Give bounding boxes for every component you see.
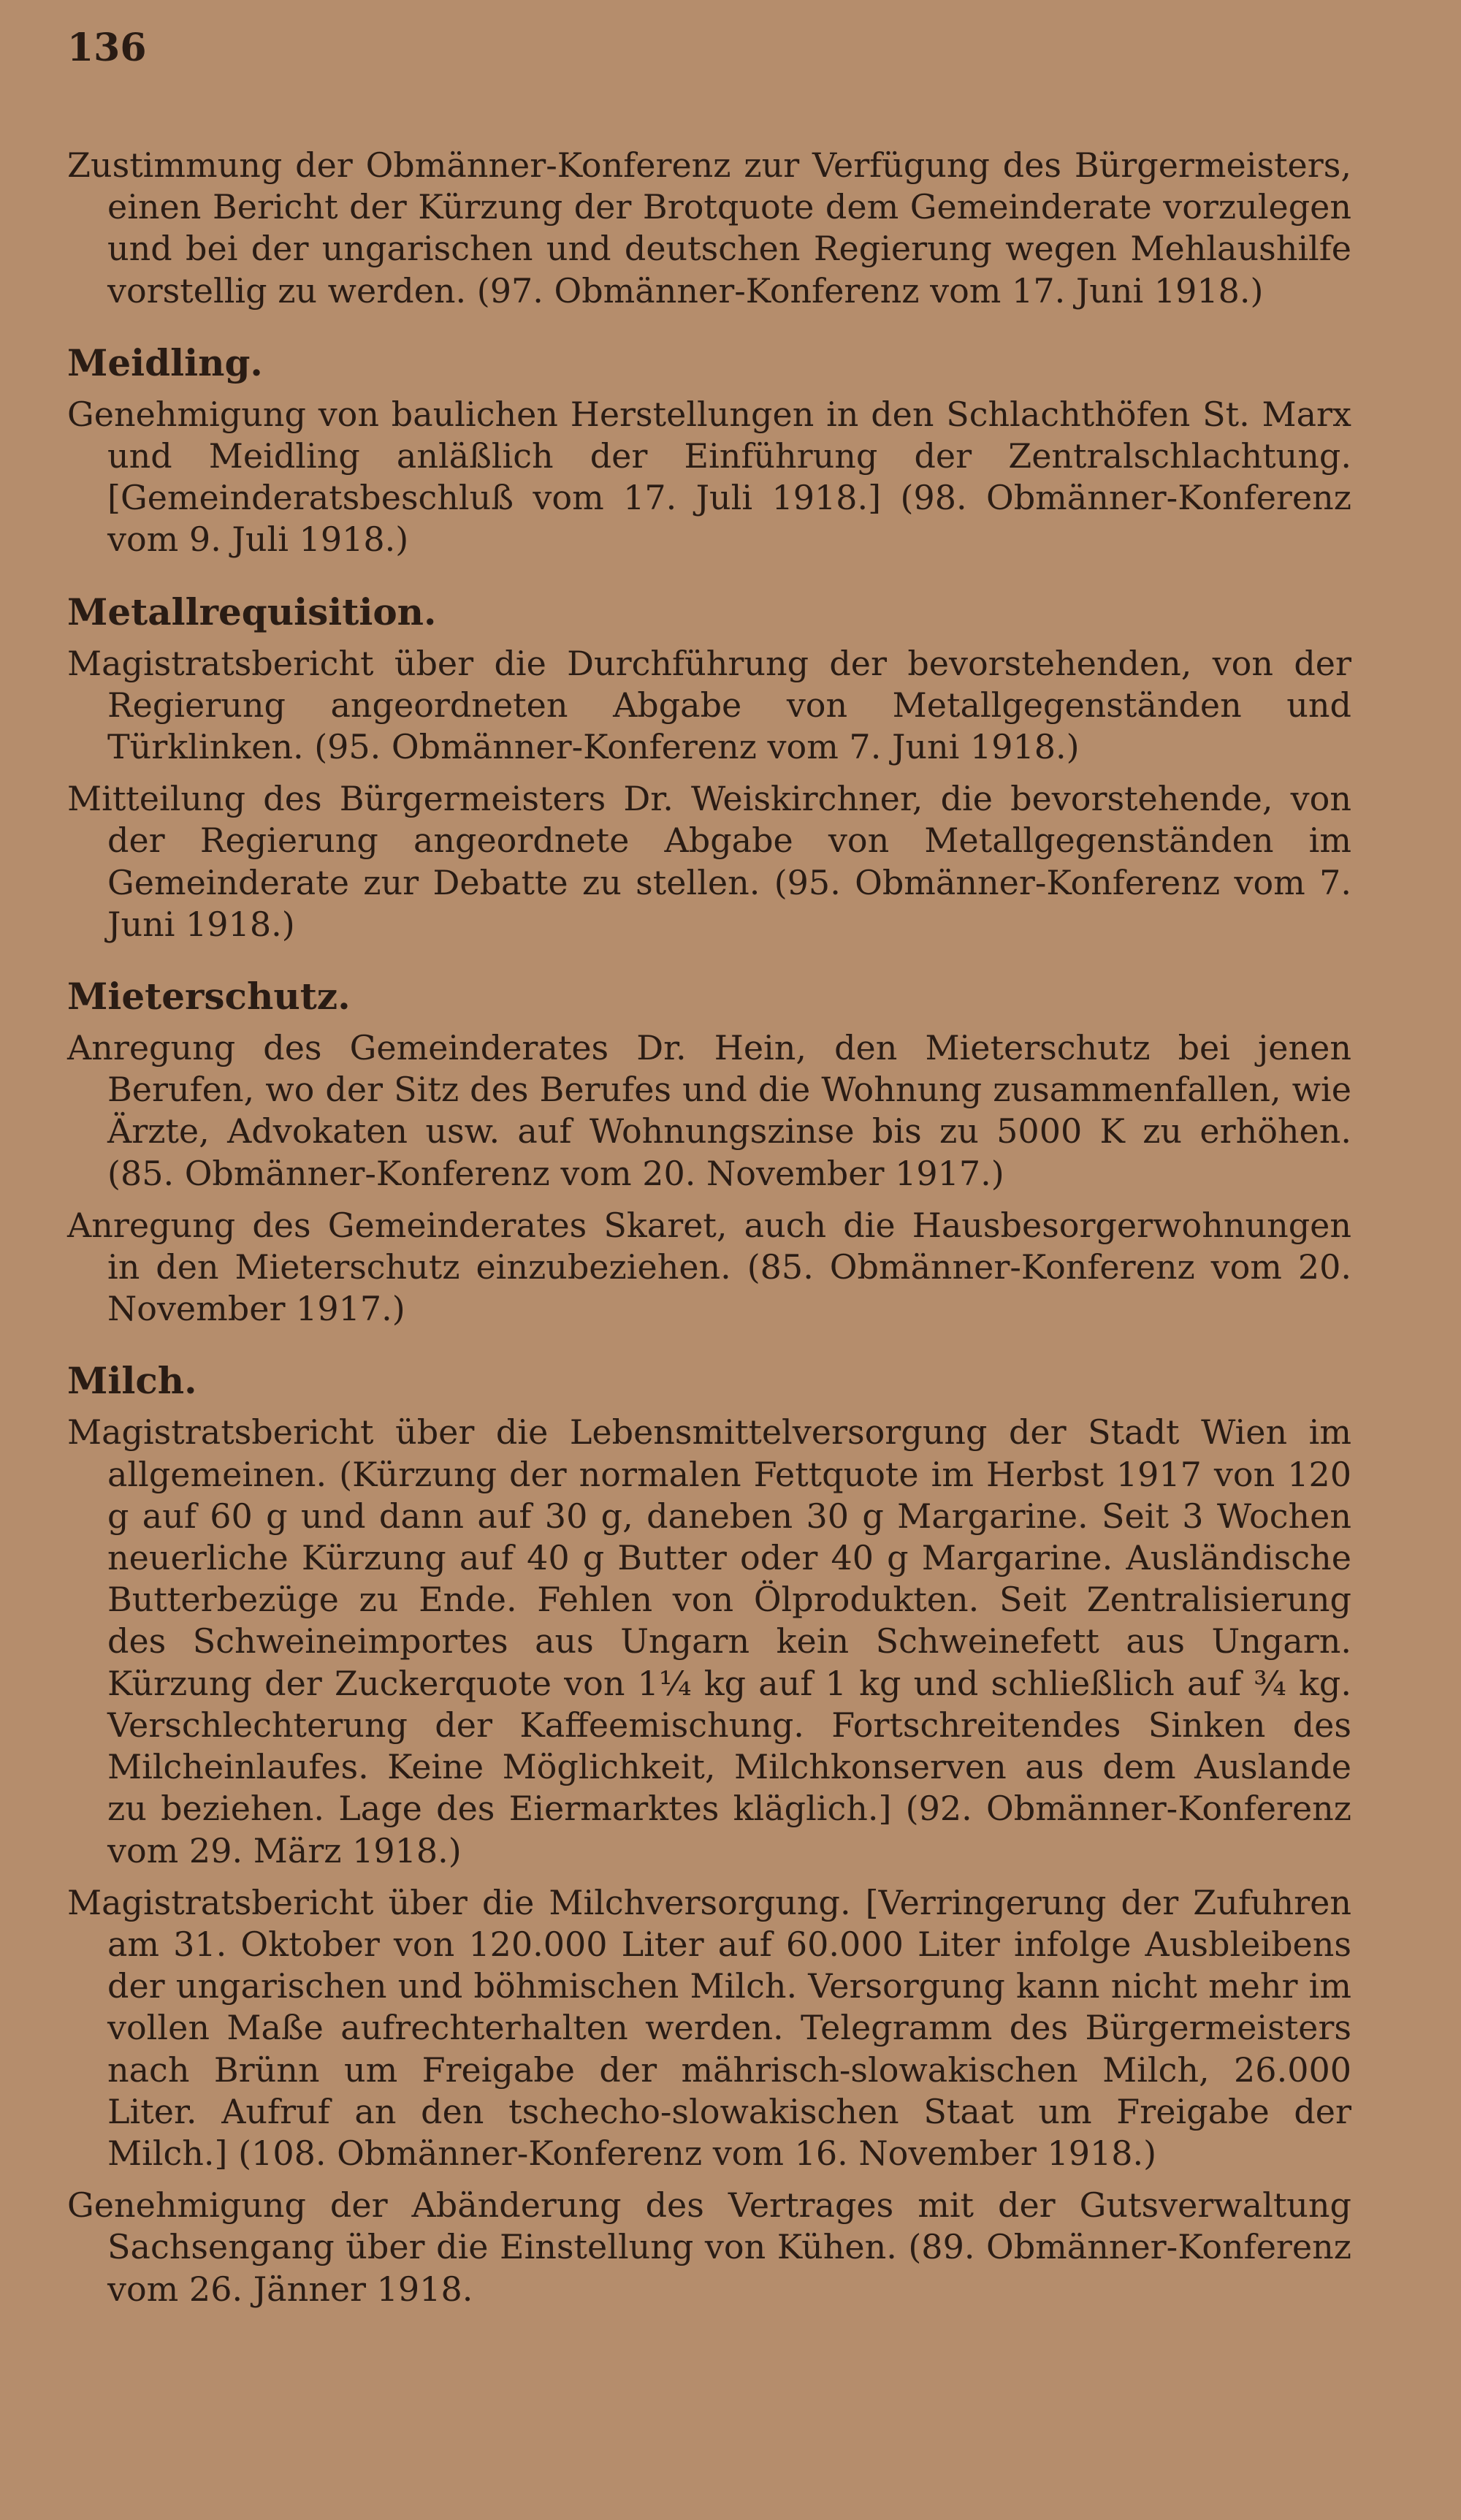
section-heading: Mieterschutz.: [67, 975, 351, 1019]
entry-paragraph: Magistratsbericht über die Milchversorgung. [Verringerung der Zufuhren am 31. Oktober von 120.000 Liter auf 60.000 Liter infolge Ausbleibens der ungarischen und böhmischen Milch. Versorgung kann nicht mehr im vollen Maße aufrechterhalten werden. Telegramm des Bürgermeisters nach Brünn um Freigabe der mährisch-slowakischen Milch, 26.000 Liter. Aufruf an den tschecho-slowakischen Staat um Freigabe der Milch.] (108. Obmänner-Konferenz vom 16. November 1918.): [67, 1882, 1351, 2173]
page-number: 136: [67, 26, 147, 70]
section-metallrequisition: [67, 590, 1351, 945]
section-milch: [67, 1359, 1351, 2310]
entry-paragraph: Genehmigung der Abänderung des Vertrages mit der Gutsverwaltung Sachsengang über die Einstellung von Kühen. (89. Obmänner-Konferenz vom 26. Jänner 1918.: [67, 2185, 1351, 2309]
section-meidling: [67, 341, 1351, 561]
section-heading: Metallrequisition.: [67, 590, 437, 633]
entry-paragraph: Zustimmung der Obmänner-Konferenz zur Verfügung des Bürgermeisters, einen Bericht der Kürzung der Brotquote dem Gemeinderate vorzulegen und bei der ungarischen und deutschen Regierung wegen Mehlaushilfe vorstellig zu werden. (97. Obmänner-Konferenz vom 17. Juni 1918.): [67, 145, 1351, 311]
entry-paragraph: Magistratsbericht über die Lebensmittelversorgung der Stadt Wien im allgemeinen. (Kürzung der normalen Fettquote im Herbst 1917 von 120 g auf 60 g und dann auf 30 g, daneben 30 g Margarine. Seit 3 Wochen neuerliche Kürzung auf 40 g Butter oder 40 g Margarine. Ausländische Butterbezüge zu Ende. Fehlen von Ölprodukten. Seit Zentralisierung des Schweineimportes aus Ungarn kein Schweinefett aus Ungarn. Kürzung der Zuckerquote von 1¼ kg auf 1 kg und schließlich auf ¾ kg. Verschlechterung der Kaffeemischung. Fortschreitendes Sinken des Milcheinlaufes. Keine Möglichkeit, Milchkonserven aus dem Auslande zu beziehen. Lage des Eiermarktes kläglich.] (92. Obmänner-Konferenz vom 29. März 1918.): [67, 1412, 1351, 1870]
section-heading: Meidling.: [67, 340, 263, 384]
section-heading: Milch.: [67, 1359, 197, 1403]
intro-section: [67, 145, 1351, 312]
entry-paragraph: Anregung des Gemeinderates Skaret, auch die Hausbesorgerwohnungen in den Mieterschutz einzubeziehen. (85. Obmänner-Konferenz vom 20. November 1917.): [67, 1205, 1351, 1329]
entry-paragraph: Genehmigung von baulichen Herstellungen in den Schlachthöfen St. Marx und Meidling anläßlich der Einführung der Zentralschlachtung. [Gemeinderatsbeschluß vom 17. Juli 1918.] (98. Obmänner-Konferenz vom 9. Juli 1918.): [67, 394, 1351, 560]
section-mieterschutz: [67, 975, 1351, 1330]
entry-paragraph: Anregung des Gemeinderates Dr. Hein, den Mieterschutz bei jenen Berufen, wo der Sitz des Berufes und die Wohnung zusammenfallen, wie Ärzte, Advokaten usw. auf Wohnungszinse bis zu 5000 K zu erhöhen. (85. Obmänner-Konferenz vom 20. November 1917.): [67, 1028, 1351, 1193]
entry-paragraph: Mitteilung des Bürgermeisters Dr. Weiskirchner, die bevorstehende, von der Regierung angeordnete Abgabe von Metallgegenständen im Gemeinderate zur Debatte zu stellen. (95. Obmänner-Konferenz vom 7. Juni 1918.): [67, 779, 1351, 944]
entry-paragraph: Magistratsbericht über die Durchführung der bevorstehenden, von der Regierung angeordneten Abgabe von Metallgegenständen und Türklinken. (95. Obmänner-Konferenz vom 7. Juni 1918.): [67, 643, 1351, 767]
